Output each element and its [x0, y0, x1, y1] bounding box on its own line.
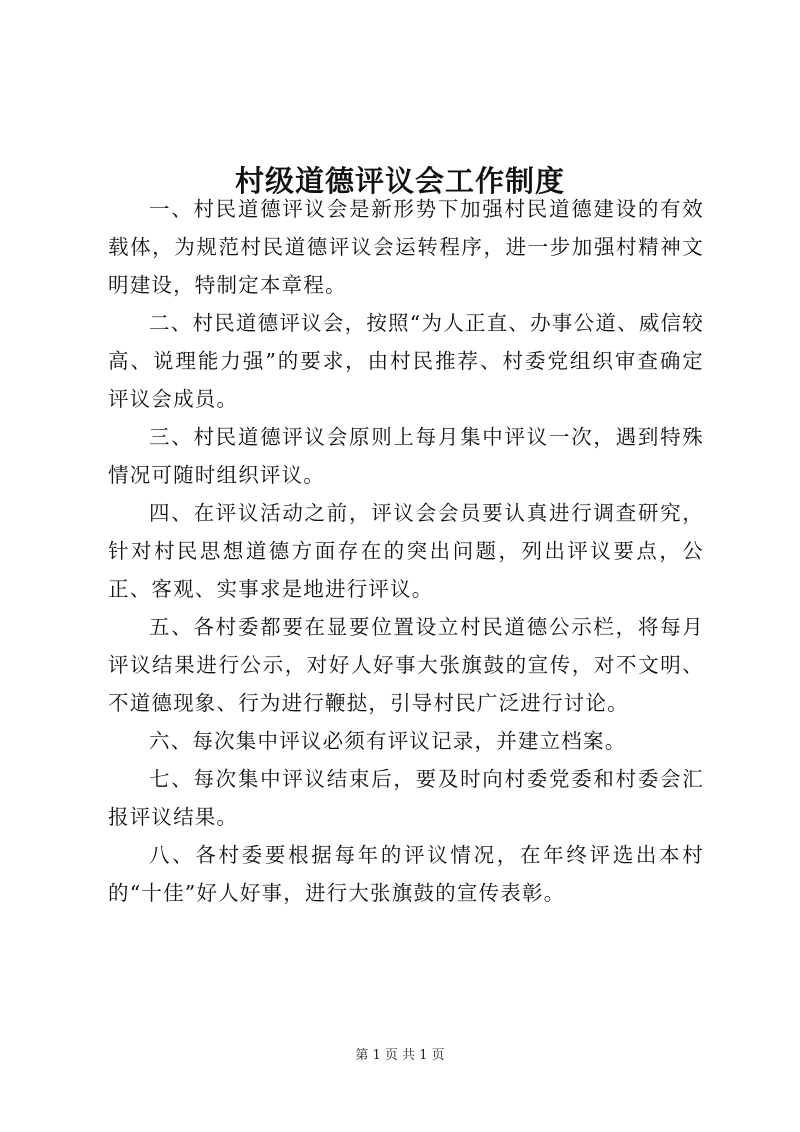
paragraph-3: 三、村民道德评议会原则上每月集中评议一次，遇到特殊情况可随时组织评议。: [108, 425, 704, 487]
document-title: 村级道德评议会工作制度: [234, 164, 565, 199]
paragraph-7: 七、每次集中评议结束后，要及时向村委党委和村委会汇报评议结果。: [108, 767, 704, 829]
paragraph-1: 一、村民道德评议会是新形势下加强村民道德建设的有效载体，为规范村民道德评议会运转程序，进一步加强村精神文明建设，特制定本章程。: [108, 197, 704, 297]
page-footer: 第 1 页 共 1 页: [355, 1048, 445, 1063]
document-body: [108, 190, 704, 912]
paragraph-8: 八、各村委要根据每年的评议情况，在年终评选出本村的“十佳”好人好事，进行大张旗鼓的宣传表彰。: [108, 843, 704, 905]
paragraph-4: 四、在评议活动之前，评议会会员要认真进行调查研究，针对村民思想道德方面存在的突出问题，列出评议要点，公正、客观、实事求是地进行评议。: [108, 501, 704, 601]
paragraph-2: 二、村民道德评议会，按照“为人正直、办事公道、威信较高、说理能力强”的要求，由村民推荐、村委党组织审查确定评议会成员。: [108, 311, 704, 411]
paragraph-6: 六、每次集中评议必须有评议记录，并建立档案。: [149, 729, 627, 753]
paragraph-5: 五、各村委都要在显要位置设立村民道德公示栏，将每月评议结果进行公示，对好人好事大张旗鼓的宣传，对不文明、不道德现象、行为进行鞭挞，引导村民广泛进行讨论。: [108, 615, 704, 715]
